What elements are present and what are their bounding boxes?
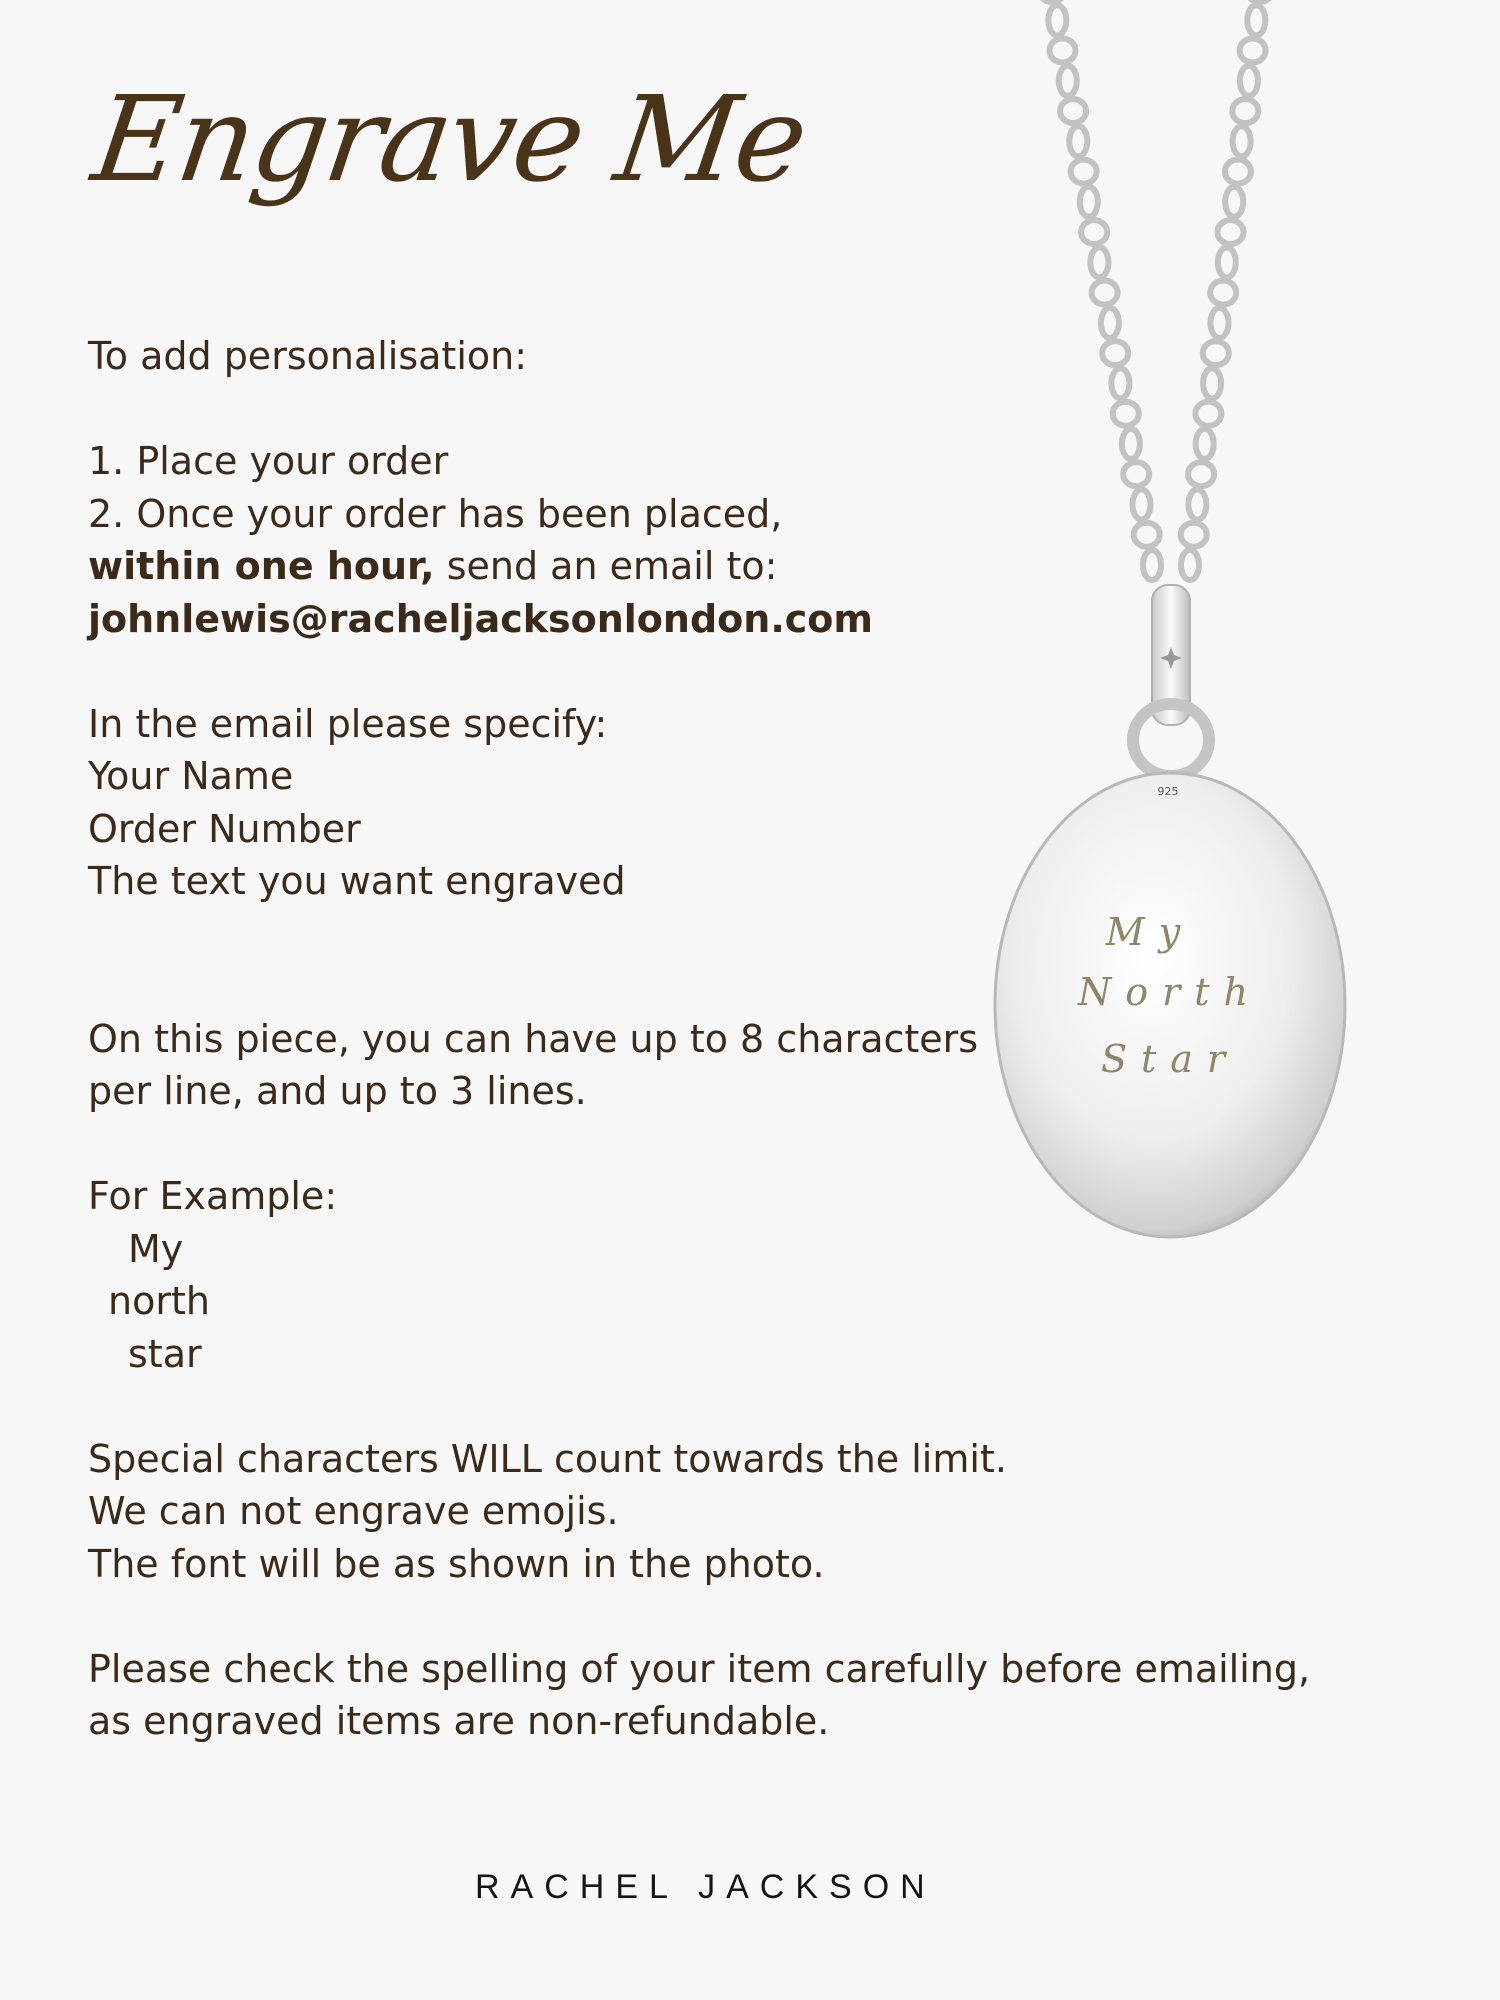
limit-line-2: per line, and up to 3 lines. xyxy=(88,1069,587,1113)
contact-email: johnlewis@racheljacksonlondon.com xyxy=(88,596,873,641)
engraving-line-1: My xyxy=(1105,910,1195,954)
chain-link xyxy=(1181,523,1207,547)
oval-pendant xyxy=(995,773,1345,1237)
chain-link xyxy=(1188,462,1214,486)
chain-link xyxy=(1133,490,1151,520)
specify-intro: In the email please specify: xyxy=(88,701,608,746)
chain-link xyxy=(1123,462,1149,486)
chain-link xyxy=(1111,368,1129,398)
chain-link xyxy=(1048,5,1066,35)
brand-logo: RACHEL JACKSON xyxy=(475,1868,936,1906)
chain-link xyxy=(1039,0,1065,2)
chain-link xyxy=(1225,160,1251,184)
chain-link xyxy=(1240,66,1258,96)
note-font: The font will be as shown in the photo. xyxy=(88,1541,825,1586)
chain-link xyxy=(1143,550,1161,580)
chain-link xyxy=(1210,281,1236,305)
chain-link xyxy=(1196,429,1214,459)
chain-link xyxy=(1059,66,1077,96)
chain-link xyxy=(1225,187,1243,217)
specify-item-name: Your Name xyxy=(88,754,294,798)
step-1: 1. Place your order xyxy=(88,439,449,483)
chain-link xyxy=(1113,402,1139,426)
note-special-characters: Special characters WILL count towards the limit. xyxy=(88,1436,1007,1481)
chain-link xyxy=(1181,550,1199,580)
pendant-bail xyxy=(1133,585,1209,776)
chain-link xyxy=(1240,39,1266,63)
chain-link xyxy=(1247,0,1273,2)
chain-right xyxy=(1181,0,1273,580)
chain-link xyxy=(1188,490,1206,520)
chain-link xyxy=(1218,247,1236,277)
chain-link xyxy=(1233,126,1251,156)
necklace-image xyxy=(990,0,1410,1260)
warning-line-1: Please check the spelling of your item carefully before emailing, xyxy=(88,1646,1311,1691)
chain-link xyxy=(1203,341,1229,365)
time-limit-emphasis: within one hour, xyxy=(88,544,435,588)
chain-link xyxy=(1069,126,1087,156)
chain-link xyxy=(1060,99,1086,123)
example-line-1: My xyxy=(128,1226,184,1271)
chain-link xyxy=(1134,523,1160,547)
warning-line-2: as engraved items are non-refundable. xyxy=(88,1699,830,1743)
chain-left xyxy=(1039,0,1161,580)
engrave-me-headline: Engrave Me xyxy=(85,70,814,208)
chain-link xyxy=(1050,39,1076,63)
chain-link xyxy=(1102,341,1128,365)
example-label: For Example: xyxy=(88,1174,338,1218)
example-line-3: star xyxy=(128,1331,202,1376)
limit-line-1: On this piece, you can have up to 8 characters xyxy=(88,1016,979,1061)
step-2: 2. Once your order has been placed, xyxy=(88,491,783,536)
chain-link xyxy=(1092,281,1118,305)
chain-link xyxy=(1211,308,1229,338)
chain-link xyxy=(1218,220,1244,244)
chain-link xyxy=(1080,187,1098,217)
chain-link xyxy=(1122,429,1140,459)
example-line-2: north xyxy=(108,1279,210,1323)
chain-link xyxy=(1071,160,1097,184)
chain-link xyxy=(1090,247,1108,277)
engraving-line-3: Star xyxy=(1100,1037,1240,1081)
intro-text: To add personalisation: xyxy=(88,334,528,378)
specify-item-engraving-text: The text you want engraved xyxy=(88,859,626,903)
chain-link xyxy=(1081,220,1107,244)
chain-link xyxy=(1101,308,1119,338)
step-2-rest: send an email to: xyxy=(434,544,778,588)
hallmark-925: 925 xyxy=(1157,785,1179,798)
engraving-line-2: North xyxy=(1077,970,1263,1014)
chain-link xyxy=(1247,5,1265,35)
chain-link xyxy=(1195,402,1221,426)
note-emojis: We can not engrave emojis. xyxy=(88,1489,619,1533)
specify-item-order-number: Order Number xyxy=(88,806,361,851)
chain-link xyxy=(1203,368,1221,398)
chain-link xyxy=(1232,99,1258,123)
